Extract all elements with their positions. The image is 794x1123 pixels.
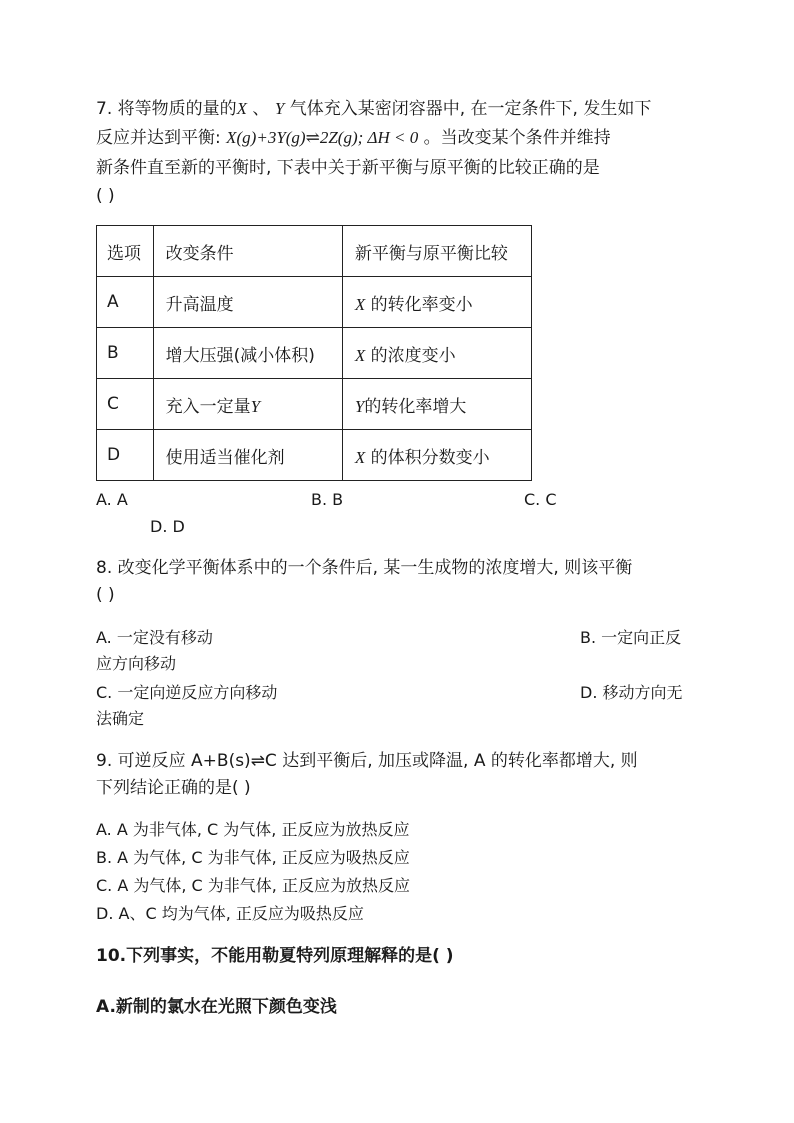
row-comparison [342,379,531,430]
row-option: D [97,430,154,481]
q7-text-2-cont: 。当改变某个条件并维持 [418,128,611,148]
row-comparison [342,328,531,379]
row-condition: 增大压强(减小体积) [153,328,342,379]
q7-text-cont: 气体充入某密闭容器中, 在一定条件下, 发生如下 [284,99,652,119]
q8-option-c[interactable]: C. 一定向逆反应方向移动 [96,683,278,702]
row-var: Y [354,396,365,416]
q9-line-1: 9. 可逆反应 A+B(s)⇌C 达到平衡后, 加压或降温, A 的转化率都增大, 则 [96,751,638,771]
q9-option-d[interactable]: D. A、C 均为气体, 正反应为吸热反应 [96,904,364,923]
q7-option-b[interactable]: B. B [311,490,344,509]
row-var: X [354,294,366,314]
row-condition: 使用适当催化剂 [153,430,342,481]
row-option: A [97,277,154,328]
row-var: X [354,447,366,467]
row-comparison [342,277,531,328]
q8-option-a[interactable]: A. 一定没有移动 [96,628,213,647]
q9-option-c[interactable]: C. A 为气体, C 为非气体, 正反应为放热反应 [96,876,410,895]
row-condition [153,379,342,430]
q7-enthalpy: ; ΔH < 0 [357,128,419,147]
q7-line-1 [96,97,651,121]
q9-option-a[interactable]: A. A 为非气体, C 为气体, 正反应为放热反应 [96,820,410,839]
q8-option-d-cont[interactable]: 法确定 [96,709,145,728]
row-option: C [97,379,154,430]
q7-text: 7. 将等物质的量的 [96,99,237,119]
q8-answer-blank: ( ) [96,585,115,605]
q7-line-2 [96,126,611,150]
table-row [97,328,532,379]
row-cmp: 的转化率增大 [364,396,467,417]
row-cmp: 的转化率变小 [370,294,473,315]
q7-option-a[interactable]: A. A [96,490,128,509]
q8-line-1: 8. 改变化学平衡体系中的一个条件后, 某一生成物的浓度增大, 则该平衡 [96,558,633,578]
table-row [97,430,532,481]
row-cmp: 的浓度变小 [370,345,456,366]
q10-option-a[interactable]: A.新制的氯水在光照下颜色变浅 [96,997,337,1017]
q10-line-1: 10.下列事实，不能用勒夏特列原理解释的是( ) [96,946,454,966]
q7-table [96,225,532,481]
row-var: X [354,345,366,365]
q8-option-b[interactable]: B. 一定向正反 [580,628,682,647]
header-condition: 改变条件 [153,226,342,277]
q7-text-2: 反应并达到平衡: [96,128,227,148]
q7-option-d[interactable]: D. D [150,517,185,536]
row-comparison [342,430,531,481]
table-row [97,277,532,328]
q8-option-d[interactable]: D. 移动方向无 [580,683,683,702]
row-cond-text: 充入一定量 [165,396,251,417]
row-cond-var: Y [250,396,261,416]
q7-equation: X(g)+3Y(g)⇌2Z(g) [226,128,358,147]
q7-var-y: Y [274,99,285,118]
header-option: 选项 [97,226,154,277]
q7-line-3: 新条件直至新的平衡时, 下表中关于新平衡与原平衡的比较正确的是 [96,158,600,178]
row-cmp: 的体积分数变小 [370,447,490,468]
q9-option-b[interactable]: B. A 为气体, C 为非气体, 正反应为吸热反应 [96,848,410,867]
q9-line-2: 下列结论正确的是( ) [96,778,251,798]
row-condition: 升高温度 [153,277,342,328]
q8-option-b-cont[interactable]: 应方向移动 [96,654,177,673]
table-row [97,379,532,430]
q7-var-x: X [236,99,248,118]
header-comparison: 新平衡与原平衡比较 [342,226,531,277]
q7-sep: 、 [247,99,275,119]
q7-answer-blank: ( ) [96,186,115,206]
table-header-row [97,226,532,277]
row-option: B [97,328,154,379]
q7-option-c[interactable]: C. C [524,490,557,509]
